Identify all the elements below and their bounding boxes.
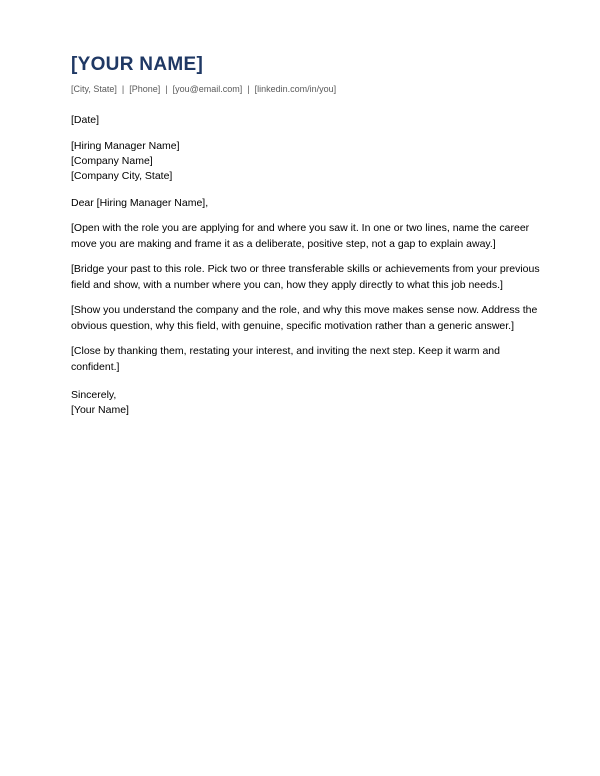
- signoff: Sincerely,: [71, 389, 117, 401]
- paragraph-bridge: [Bridge your past to this role. Pick two or three transferable skills or achievements from your previous field and show, with a number where you can, how they apply directly to what this job needs.]: [71, 263, 540, 291]
- salutation: Dear [Hiring Manager Name],: [71, 197, 209, 209]
- signature-name: [Your Name]: [71, 404, 129, 416]
- recipient-block: [71, 139, 541, 184]
- contact-email: [you@email.com]: [172, 84, 243, 94]
- recipient-location: [Company City, State]: [71, 170, 173, 182]
- recipient-company: [Company Name]: [71, 155, 153, 167]
- paragraph-closing: [Close by thanking them, restating your interest, and inviting the next step. Keep it warm and confident.]: [71, 345, 500, 373]
- paragraph-motivation: [Show you understand the company and the role, and why this move makes sense now. Address the obvious question, why this field, with genuine, specific motivation rather than a generic answer.]: [71, 304, 538, 332]
- letter-date: [Date]: [71, 114, 100, 126]
- signoff-block: [71, 388, 541, 418]
- contact-linkedin: [linkedin.com/in/you]: [254, 84, 337, 94]
- contact-separator: |: [247, 84, 250, 94]
- letter-content: [71, 52, 541, 418]
- recipient-manager: [Hiring Manager Name]: [71, 140, 180, 152]
- contact-line: [71, 83, 541, 95]
- contact-separator: |: [165, 84, 168, 94]
- contact-separator: |: [121, 84, 125, 94]
- paragraph-opening: [Open with the role you are applying for and where you saw it. In one or two lines, name the career move you are making and frame it as a deliberate, positive step, not a gap to explain away.]: [71, 222, 530, 250]
- contact-location: [City, State]: [71, 84, 117, 94]
- applicant-name: [YOUR NAME]: [71, 54, 204, 75]
- contact-phone: [Phone]: [129, 84, 161, 94]
